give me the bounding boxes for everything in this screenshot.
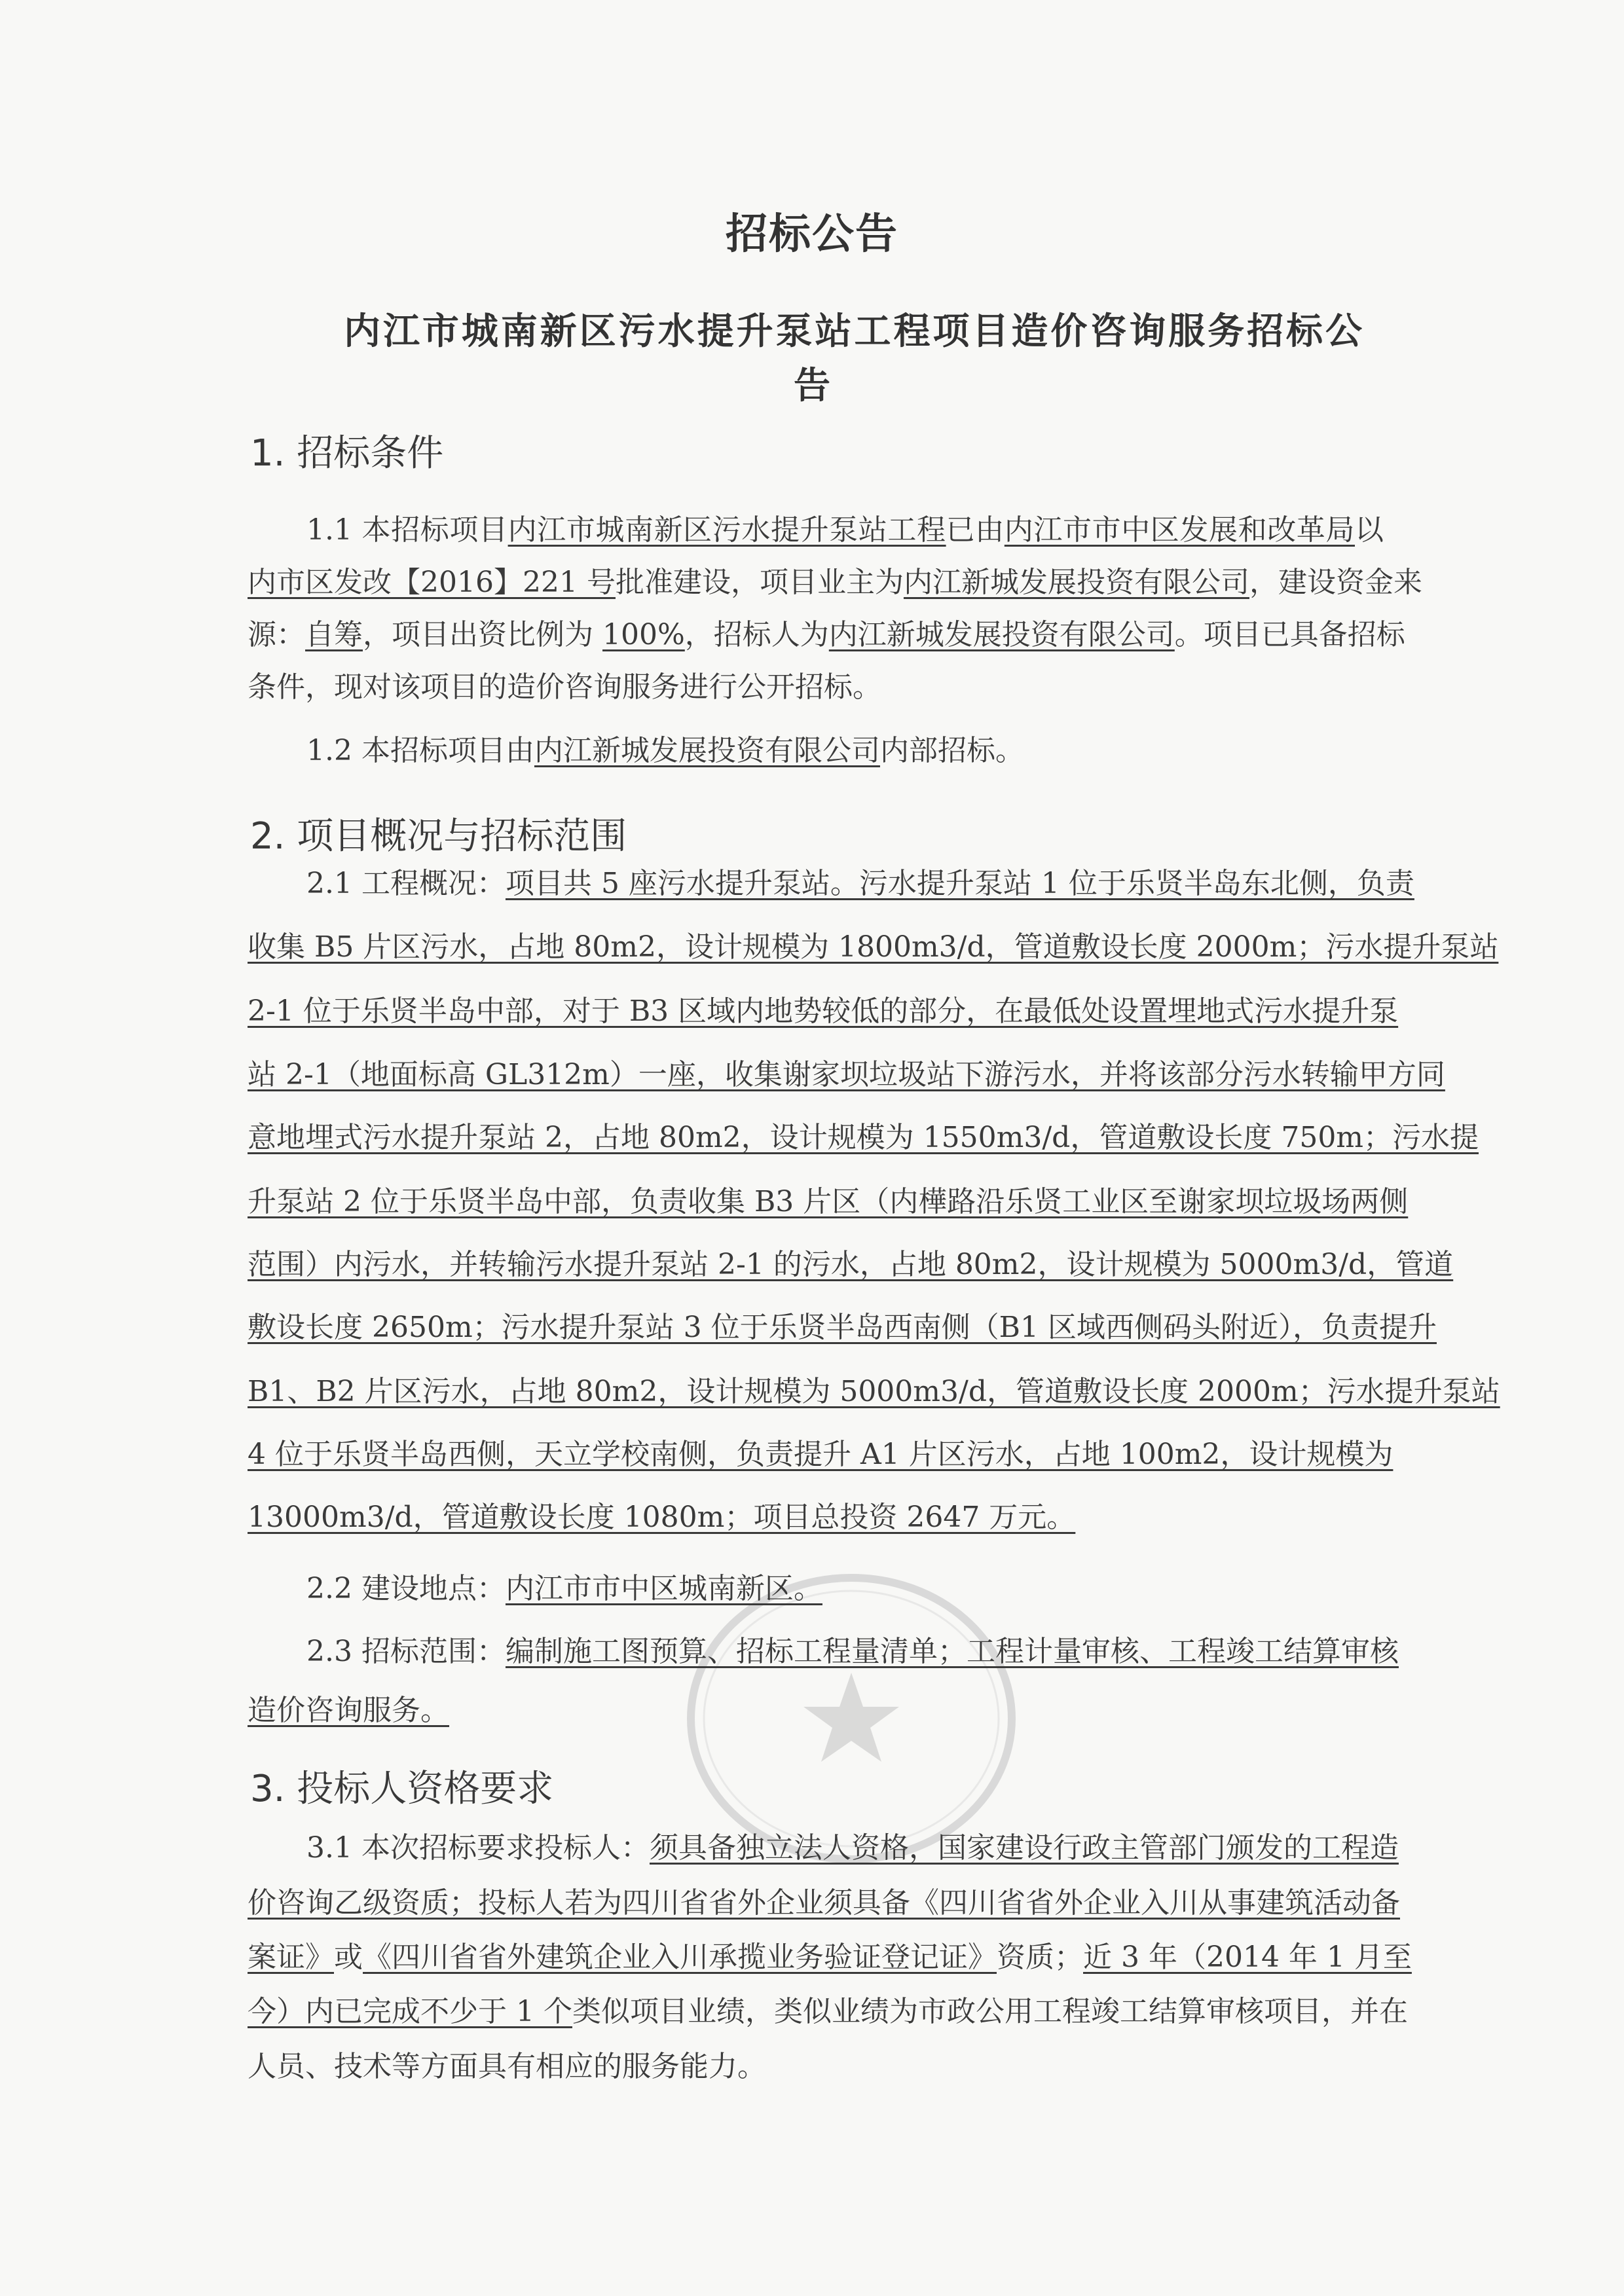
paragraph-line	[248, 1245, 1454, 1285]
text: ，项目出资比例为	[363, 618, 602, 651]
text: 批准建设，项目业主为	[615, 566, 904, 599]
underlined-text: 《四川省省外建筑企业入川承揽业务验证登记证》	[363, 1941, 997, 1974]
text: 已由	[946, 513, 1005, 547]
paragraph-line	[248, 1884, 1400, 1923]
text: 源：	[248, 618, 305, 651]
text: 3.1 本次招标要求投标人：	[306, 1831, 650, 1865]
paragraph-line	[248, 1182, 1409, 1222]
paragraph-line	[306, 1632, 1399, 1671]
paragraph-line	[306, 864, 1414, 903]
text: ，招标人为	[684, 618, 829, 651]
underlined-text: 13000m3/d，管道敷设长度 1080m；项目总投资 2647 万元。	[248, 1501, 1076, 1534]
underlined-text: 升泵站 2 位于乐贤半岛中部，负责收集 B3 片区（内樺路沿乐贤工业区至谢家坝垃圾场两侧	[248, 1185, 1409, 1218]
underlined-text: 近 3 年（2014 年 1 月至	[1083, 1941, 1412, 1974]
paragraph-line	[248, 1691, 1384, 1730]
underlined-text: 4 位于乐贤半岛西侧，天立学校南侧，负责提升 A1 片区污水，占地 100m2，设计规模为	[248, 1438, 1393, 1471]
paragraph-line	[248, 1992, 1408, 2032]
text: 内部招标。	[879, 734, 1024, 767]
paragraph-line	[248, 2047, 1384, 2086]
text: 以	[1355, 513, 1384, 547]
underlined-text: 内江市市中区发展和改革局	[1004, 513, 1356, 547]
underlined-text: B1、B2 片区污水，占地 80m2，设计规模为 5000m3/d，管道敷设长度 2000m；污水提升泵站	[248, 1375, 1500, 1408]
underlined-text: 范围）内污水，并转输污水提升泵站 2-1 的污水，占地 80m2，设计规模为 5000m3/d，管道	[248, 1248, 1454, 1281]
text: 。项目已具备招标	[1174, 618, 1405, 651]
underlined-text: 站 2-1（地面标高 GL312m）一座，收集谢家坝垃圾站下游污水，并将该部分污水转输甲方同	[248, 1058, 1445, 1091]
underlined-text: 造价咨询服务。	[248, 1694, 449, 1727]
text: ，建设资金来	[1249, 566, 1422, 599]
paragraph-line	[306, 1569, 1384, 1609]
text: 类似项目业绩，类似业绩为市政公用工程竣工结算审核项目，并在	[572, 1995, 1408, 2028]
underlined-text: 案证》	[248, 1941, 334, 1974]
paragraph-line	[248, 1055, 1445, 1095]
text: 条件，现对该项目的造价咨询服务进行公开招标。	[248, 670, 881, 704]
paragraph-line	[248, 992, 1399, 1031]
underlined-text: 收集 B5 片区污水，占地 80m2，设计规模为 1800m3/d，管道敷设长度 2000m；污水提升泵站	[248, 930, 1499, 964]
paragraph-line	[248, 1308, 1437, 1347]
underlined-text: 内江市城南新区污水提升泵站工程	[507, 513, 946, 547]
section-heading-2: 2. 项目概况与招标范围	[250, 815, 627, 858]
underlined-text: 内江新城发展投资有限公司	[903, 566, 1249, 599]
paragraph-line	[306, 731, 1384, 771]
text: 2.2 建设地点：	[306, 1572, 506, 1605]
text: 资质；	[997, 1941, 1083, 1974]
section-heading-3: 3. 投标人资格要求	[250, 1768, 554, 1810]
text: 1.2 本招标项目由	[306, 734, 534, 767]
paragraph-line	[248, 1938, 1412, 1977]
text: 或	[334, 1941, 363, 1974]
text: 1.1 本招标项目	[306, 513, 508, 547]
underlined-text: 编制施工图预算、招标工程量清单；工程计量审核、工程竣工结算审核	[505, 1635, 1399, 1668]
underlined-text: 项目共 5 座污水提升泵站。污水提升泵站 1 位于乐贤半岛东北侧，负责	[505, 867, 1414, 900]
underlined-text: 100%	[602, 618, 685, 651]
underlined-text: 自筹	[305, 618, 363, 651]
underlined-text: 内江新城发展投资有限公司	[828, 618, 1175, 651]
text: 2.1 工程概况：	[306, 867, 506, 900]
paragraph-line	[306, 511, 1384, 550]
page-title: 招标公告	[726, 210, 898, 259]
subtitle-line-1: 内江市城南新区污水提升泵站工程项目造价咨询服务招标公	[344, 310, 1362, 353]
underlined-text: 价咨询乙级资质；投标人若为四川省省外企业须具备《四川省省外企业入川从事建筑活动备	[248, 1886, 1400, 1920]
paragraph-line	[248, 1372, 1500, 1412]
underlined-text: 内江新城发展投资有限公司	[534, 734, 880, 767]
subtitle-line-2: 告	[794, 365, 830, 407]
paragraph-line	[248, 615, 1405, 655]
paragraph-line	[248, 1118, 1479, 1157]
paragraph-line	[248, 668, 1384, 707]
section-heading-1: 1. 招标条件	[250, 432, 444, 475]
paragraph-line	[248, 1435, 1393, 1474]
paragraph-line	[306, 1829, 1399, 1868]
text: 人员、技术等方面具有相应的服务能力。	[248, 2050, 766, 2083]
underlined-text: 内市区发改【2016】221 号	[248, 566, 616, 599]
underlined-text: 意地埋式污水提升泵站 2，占地 80m2，设计规模为 1550m3/d，管道敷设长度 750m；污水提	[248, 1121, 1479, 1154]
underlined-text: 今）内已完成不少于 1 个	[248, 1995, 572, 2028]
text: 2.3 招标范围：	[306, 1635, 506, 1668]
underlined-text: 须具备独立法人资格，国家建设行政主管部门颁发的工程造	[649, 1831, 1399, 1865]
underlined-text: 2-1 位于乐贤半岛中部，对于 B3 区域内地势较低的部分，在最低处设置埋地式污水提升泵	[248, 994, 1399, 1028]
underlined-text: 敷设长度 2650m；污水提升泵站 3 位于乐贤半岛西南侧（B1 区域西侧码头附近），负责提升	[248, 1311, 1437, 1344]
underlined-text: 内江市市中区城南新区。	[505, 1572, 822, 1605]
paragraph-line	[248, 1498, 1384, 1537]
paragraph-line	[248, 928, 1499, 967]
paragraph-line	[248, 563, 1422, 602]
